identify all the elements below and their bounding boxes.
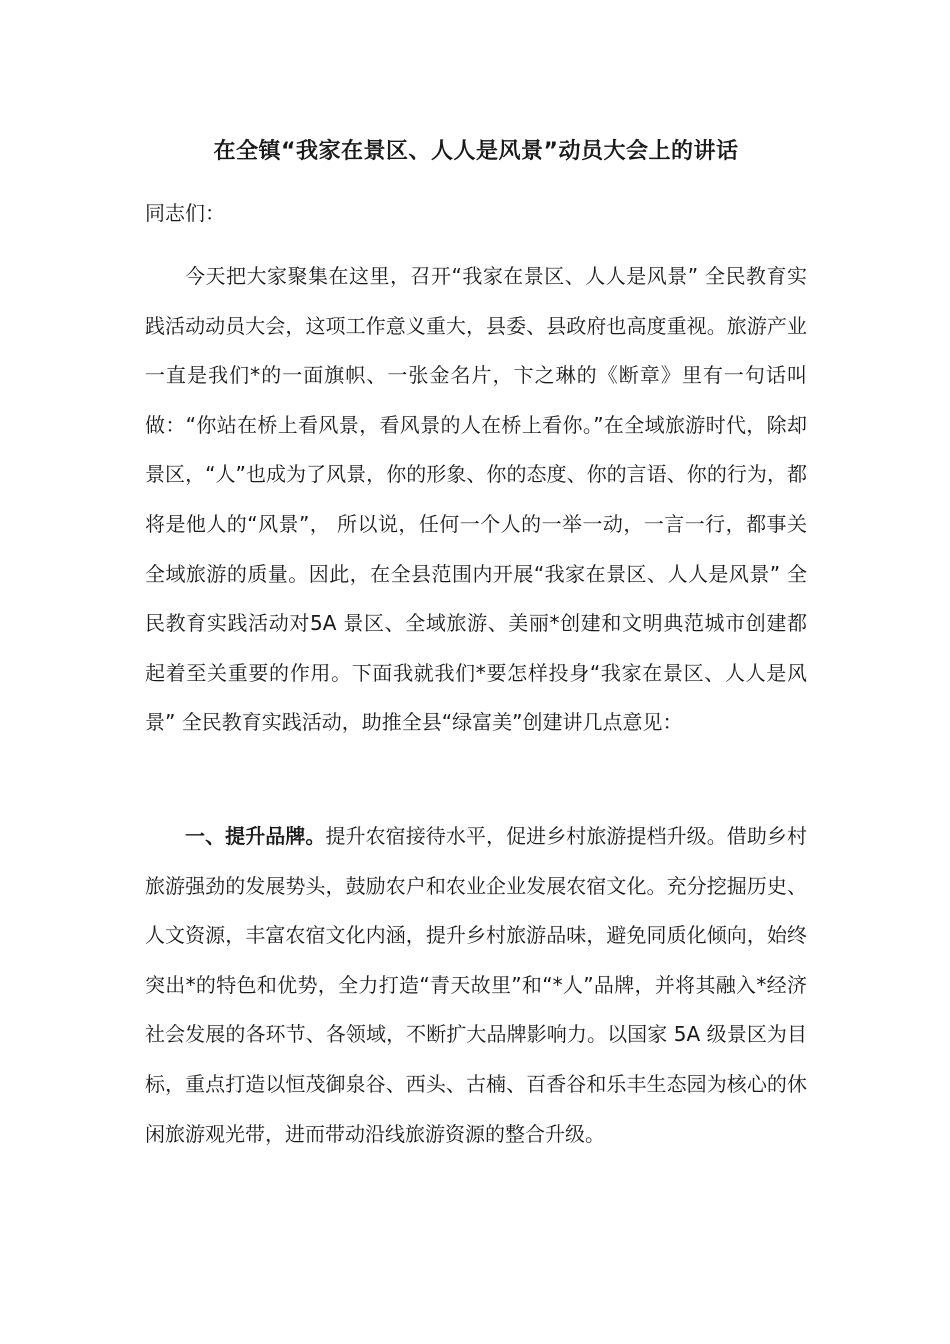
salutation: 同志们： bbox=[145, 201, 225, 225]
paragraph-brand bbox=[145, 812, 807, 1159]
paragraph-brand-heading: 一、提升品牌。 bbox=[185, 824, 326, 848]
paragraph-intro bbox=[145, 252, 807, 748]
paragraph-brand-text: 提升农宿接待水平，促进乡村旅游提档升级。借助乡村旅游强劲的发展势头，鼓励农户和农业企业发展农宿文化。充分挖掘历史、人文资源，丰富农宿文化内涵，提升乡村旅游品味，避免同质化倾向，始终突出*的特色和优势，全力打造“青天故里”和“*人”品牌，并将其融入*经济社会发展的各环节、各领域，不断扩大品牌影响力。以国家 5A 级景区为目标，重点打造以恒茂御泉谷、西头、古楠、百香谷和乐丰生态园为核心的休闲旅游观光带，进而带动沿线旅游资源的整合升级。 bbox=[145, 824, 808, 1146]
document-title: 在全镇“我家在景区、人人是风景”动员大会上的讲话 bbox=[213, 139, 739, 164]
paragraph-intro-text: 今天把大家聚集在这里，召开“我家在景区、人人是风景” 全民教育实践活动动员大会，这项工作意义重大，县委、县政府也高度重视。旅游产业一直是我们*的一面旗帜、一张金名片，卞之琳的《断章》里有一句话叫做：“你站在桥上看风景，看风景的人在桥上看你。”在全域旅游时代，除却景区，“人”也成为了风景，你的形象、你的态度、你的言语、你的行为，都将是他人的“风景”， 所以说，任何一个人的一举一动，一言一行，都事关全域旅游的质量。因此，在全县范围内开展“我家在景区、人人是风景” 全民教育实践活动对5A 景区、全域旅游、美丽*创建和文明典范城市创建都起着至关重要的作用。下面我就我们*要怎样投身“我家在景区、人人是风景” 全民教育实践活动，助推全县“绿富美”创建讲几点意见： bbox=[145, 264, 807, 735]
